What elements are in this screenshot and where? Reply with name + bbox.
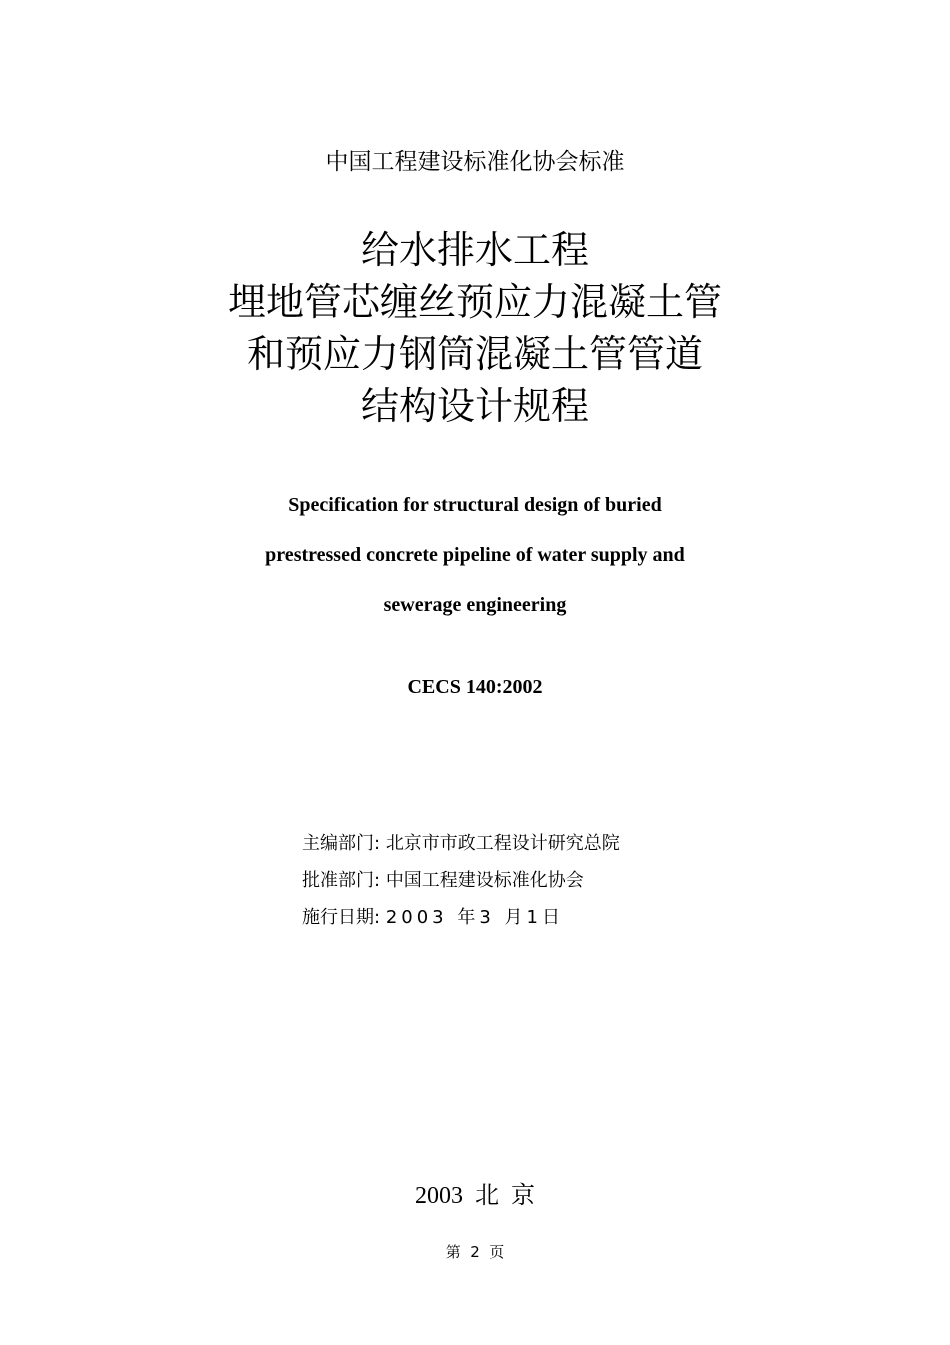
standard-code: CECS 140:2002 (407, 676, 543, 698)
chinese-title (0, 224, 950, 432)
chief-editor-label: 主编部门: (302, 833, 381, 854)
approver-label: 批准部门: (302, 870, 381, 891)
effective-date-label: 施行日期: (302, 907, 381, 928)
page-number: 第 2 页 (445, 1243, 505, 1261)
english-title (0, 480, 950, 630)
organization-standard-heading: 中国工程建设标准化协会标准 (325, 149, 625, 175)
chinese-title-line-2: 埋地管芯缠丝预应力混凝土管 (227, 280, 722, 324)
english-title-line-3: sewerage engineering (383, 594, 567, 616)
publication-year-place: 2003 北 京 (415, 1183, 535, 1209)
chief-editor-value: 北京市市政工程设计研究总院 (385, 833, 620, 854)
approver-value: 中国工程建设标准化协会 (385, 870, 584, 891)
english-title-line-1: Specification for structural design of buried (288, 494, 662, 516)
effective-date-value: 2003 年3 月1日 (385, 907, 564, 928)
english-title-line-2: prestressed concrete pipeline of water supply and (265, 544, 685, 566)
publication-meta (302, 825, 620, 936)
approver-row (302, 862, 620, 899)
chinese-title-line-4: 结构设计规程 (360, 384, 589, 428)
effective-date-row (302, 899, 620, 936)
chinese-title-line-3: 和预应力钢筒混凝土管管道 (246, 332, 703, 376)
chief-editor-row (302, 825, 620, 862)
chinese-title-line-1: 给水排水工程 (360, 228, 589, 272)
